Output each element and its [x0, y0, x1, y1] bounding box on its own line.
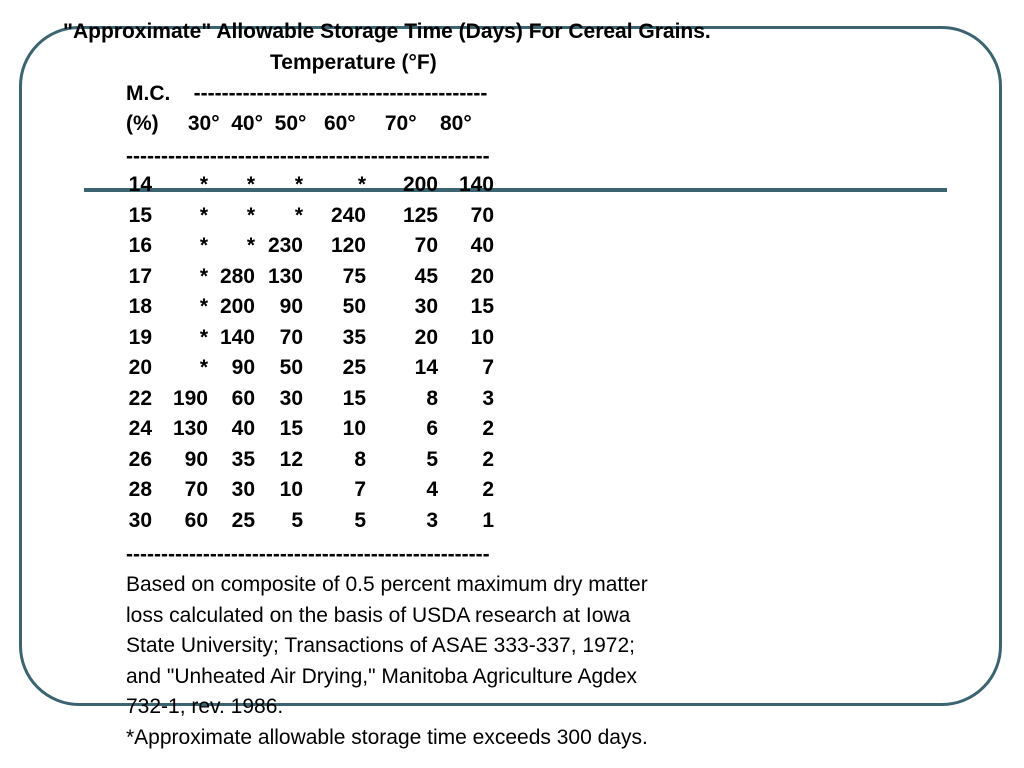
footnote-line: State University; Transactions of ASAE 333-337, 1972; — [126, 634, 635, 657]
storage-days-cell: 45 — [414, 264, 438, 288]
divider-bottom: ---------------------------------------------------- — [126, 543, 490, 566]
storage-days-cell: 6 — [426, 417, 438, 440]
moisture-cell: 30 — [128, 508, 152, 532]
moisture-cell: 26 — [128, 447, 152, 471]
storage-days-cell: 2 — [482, 478, 494, 501]
storage-days-cell: 40 — [231, 417, 255, 440]
storage-days-cell: 5 — [426, 447, 438, 471]
storage-days-cell: 50 — [279, 356, 303, 379]
storage-days-cell: 280 — [219, 264, 255, 288]
storage-days-cell: 60 — [231, 386, 255, 410]
temperature-heading: Temperature (°F) — [270, 51, 437, 74]
storage-days-cell: 35 — [231, 447, 255, 471]
storage-days-cell: * — [294, 203, 303, 227]
storage-days-cell: 40 — [470, 234, 494, 257]
storage-days-cell: 7 — [482, 356, 494, 379]
storage-days-cell: * — [199, 234, 208, 257]
storage-days-cell: 90 — [184, 447, 208, 471]
storage-days-cell: 10 — [470, 325, 494, 349]
moisture-cell: 20 — [128, 356, 152, 379]
storage-days-cell: 2 — [482, 417, 494, 440]
moisture-cell: 15 — [128, 203, 152, 227]
storage-days-cell: 75 — [342, 264, 366, 288]
storage-days-cell: * — [246, 234, 255, 257]
storage-days-cell: * — [199, 173, 208, 196]
footnote-line: *Approximate allowable storage time exceeds 300 days. — [126, 725, 648, 749]
moisture-cell: 24 — [128, 417, 152, 440]
storage-days-cell: 190 — [172, 386, 208, 410]
storage-days-cell: 2 — [482, 447, 494, 471]
storage-days-cell: 20 — [470, 264, 494, 288]
storage-days-cell: 30 — [279, 386, 303, 410]
storage-days-cell: * — [199, 203, 208, 227]
storage-days-cell: 8 — [354, 447, 366, 471]
storage-days-cell: * — [199, 356, 208, 379]
storage-days-cell: 140 — [458, 173, 494, 196]
moisture-cell: 18 — [128, 295, 152, 318]
page-title: "Approximate" Allowable Storage Time (Days) For Cereal Grains. — [63, 20, 711, 43]
storage-days-cell: 30 — [231, 478, 255, 501]
storage-days-cell: 15 — [279, 417, 303, 440]
storage-days-cell: 35 — [342, 325, 366, 349]
storage-days-cell: 230 — [267, 234, 303, 257]
storage-days-cell: * — [246, 203, 255, 227]
storage-days-cell: 70 — [279, 325, 303, 349]
storage-days-cell: * — [199, 325, 208, 349]
storage-days-cell: 3 — [482, 386, 494, 410]
storage-days-cell: * — [357, 173, 366, 196]
storage-days-cell: 30 — [414, 295, 438, 318]
storage-days-cell: 25 — [231, 508, 255, 532]
storage-days-cell: 1 — [482, 508, 494, 532]
storage-days-cell: 70 — [470, 203, 494, 227]
storage-days-cell: 5 — [354, 508, 366, 532]
storage-days-cell: 90 — [231, 356, 255, 379]
storage-days-cell: 25 — [342, 356, 366, 379]
storage-days-cell: 5 — [291, 508, 303, 532]
storage-days-cell: 130 — [267, 264, 303, 288]
storage-days-cell: 10 — [342, 417, 366, 440]
storage-days-cell: 70 — [414, 234, 438, 257]
storage-days-cell: 15 — [342, 386, 366, 410]
storage-days-cell: 7 — [354, 478, 366, 501]
divider-top: ---------------------------------------------------- — [126, 145, 490, 168]
footnote-line: loss calculated on the basis of USDA research at Iowa — [126, 603, 631, 627]
storage-days-cell: 120 — [330, 234, 366, 257]
moisture-cell: 19 — [128, 325, 152, 349]
footnote-line: and "Unheated Air Drying," Manitoba Agriculture Agdex — [126, 664, 638, 688]
moisture-cell: 28 — [128, 478, 152, 501]
storage-days-cell: 140 — [219, 325, 255, 349]
mc-header-line: M.C. ------------------------------------------ — [126, 82, 488, 105]
storage-days-cell: 60 — [184, 508, 208, 532]
storage-days-cell: 8 — [426, 386, 438, 410]
storage-days-cell: 200 — [219, 295, 255, 318]
storage-days-cell: * — [294, 173, 303, 196]
moisture-cell: 17 — [128, 264, 152, 288]
storage-days-cell: 70 — [184, 478, 208, 501]
footnote-line: 732-1, rev. 1986. — [126, 695, 284, 718]
storage-days-cell: * — [199, 264, 208, 288]
units-header-line: (%) 30° 40° 50° 60° 70° 80° — [126, 112, 472, 135]
storage-days-cell: 15 — [470, 295, 494, 318]
storage-days-cell: 200 — [402, 173, 438, 196]
moisture-cell: 16 — [128, 234, 152, 257]
storage-days-cell: 90 — [279, 295, 303, 318]
storage-days-cell: 130 — [172, 417, 208, 440]
storage-days-cell: 12 — [279, 447, 303, 471]
storage-days-cell: 10 — [279, 478, 303, 501]
storage-days-cell: * — [246, 173, 255, 196]
storage-days-cell: 3 — [426, 508, 438, 532]
storage-days-cell: 4 — [426, 478, 438, 501]
storage-days-cell: 50 — [342, 295, 366, 318]
moisture-cell: 22 — [128, 386, 152, 410]
footnote-line: Based on composite of 0.5 percent maximum dry matter — [126, 573, 648, 596]
storage-days-cell: 125 — [402, 203, 438, 227]
header-rule — [84, 188, 947, 192]
moisture-cell: 14 — [128, 173, 152, 196]
storage-days-cell: 20 — [414, 325, 438, 349]
storage-days-cell: 14 — [414, 356, 438, 379]
storage-days-cell: * — [199, 295, 208, 318]
storage-days-cell: 240 — [330, 203, 366, 227]
